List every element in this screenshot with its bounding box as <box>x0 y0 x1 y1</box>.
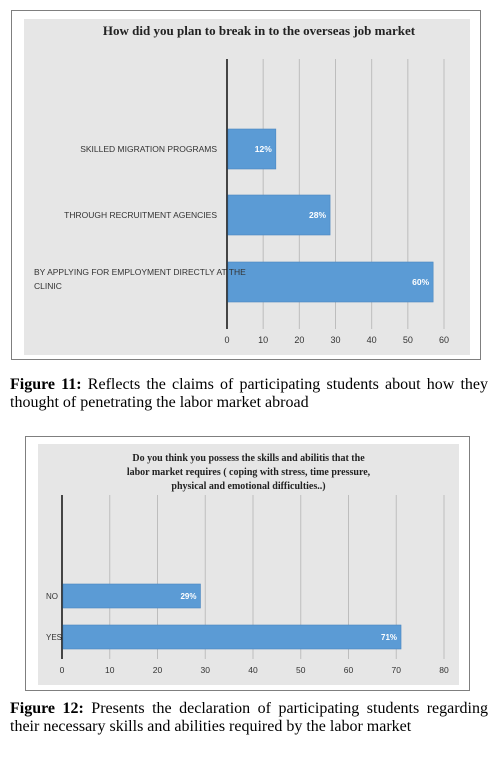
x-tick-label: 40 <box>366 335 377 345</box>
x-tick-label: 50 <box>296 665 306 675</box>
bar-data-label: 29% <box>180 592 197 601</box>
bar-data-label: 12% <box>254 144 272 154</box>
x-tick-label: 70 <box>391 665 401 675</box>
category-label: YES <box>46 633 63 642</box>
category-label: BY APPLYING FOR EMPLOYMENT DIRECTLY AT THE <box>34 267 246 277</box>
x-tick-label: 60 <box>438 335 450 345</box>
x-tick-label: 50 <box>402 335 413 345</box>
x-tick-label: 0 <box>224 335 230 345</box>
figure-11-chart-frame <box>11 10 481 360</box>
chart-title-line: How did you plan to break in to the overseas job market <box>102 23 416 38</box>
bar <box>63 625 401 649</box>
x-tick-label: 60 <box>343 665 354 675</box>
x-tick-label: 20 <box>152 665 163 675</box>
plot-background <box>24 19 470 355</box>
figure-12-caption-label: Figure 12: <box>10 700 84 717</box>
x-tick-label: 30 <box>200 665 210 675</box>
figure-11-caption-label: Figure 11: <box>10 376 82 393</box>
x-tick-label: 40 <box>248 665 258 675</box>
bar-data-label: 28% <box>309 210 327 220</box>
chart-title-line: physical and emotional difficulties..) <box>171 481 326 492</box>
figure-12-bar-chart <box>26 437 471 692</box>
figure-12-chart-frame <box>25 436 470 691</box>
bar-data-label: 60% <box>412 277 430 287</box>
figure-12-caption <box>10 700 488 736</box>
figure-11-caption <box>10 376 488 412</box>
x-tick-label: 10 <box>105 665 115 675</box>
figure-11-bar-chart <box>12 11 482 361</box>
x-tick-label: 80 <box>439 665 449 675</box>
chart-title-line: Do you think you possess the skills and abilitis that the <box>132 453 365 464</box>
x-tick-label: 10 <box>258 335 269 345</box>
category-label: SKILLED MIGRATION PROGRAMS <box>80 144 217 154</box>
x-tick-label: 20 <box>294 335 305 345</box>
bar-data-label: 71% <box>381 633 398 642</box>
category-label: CLINIC <box>34 281 62 291</box>
chart-title-line: labor market requires ( coping with stress, time pressure, <box>126 467 371 478</box>
category-label: THROUGH RECRUITMENT AGENCIES <box>64 210 217 220</box>
x-tick-label: 0 <box>59 665 65 675</box>
x-tick-label: 30 <box>330 335 341 345</box>
figure-11-caption-text: Reflects the claims of participating students about how they thought of penetrating the labor market abroad <box>10 376 489 411</box>
category-label: NO <box>46 592 58 601</box>
figure-12-caption-text: Presents the declaration of participating students regarding their necessary skills and abilities required by the labor market <box>10 700 488 735</box>
bar <box>228 262 433 302</box>
